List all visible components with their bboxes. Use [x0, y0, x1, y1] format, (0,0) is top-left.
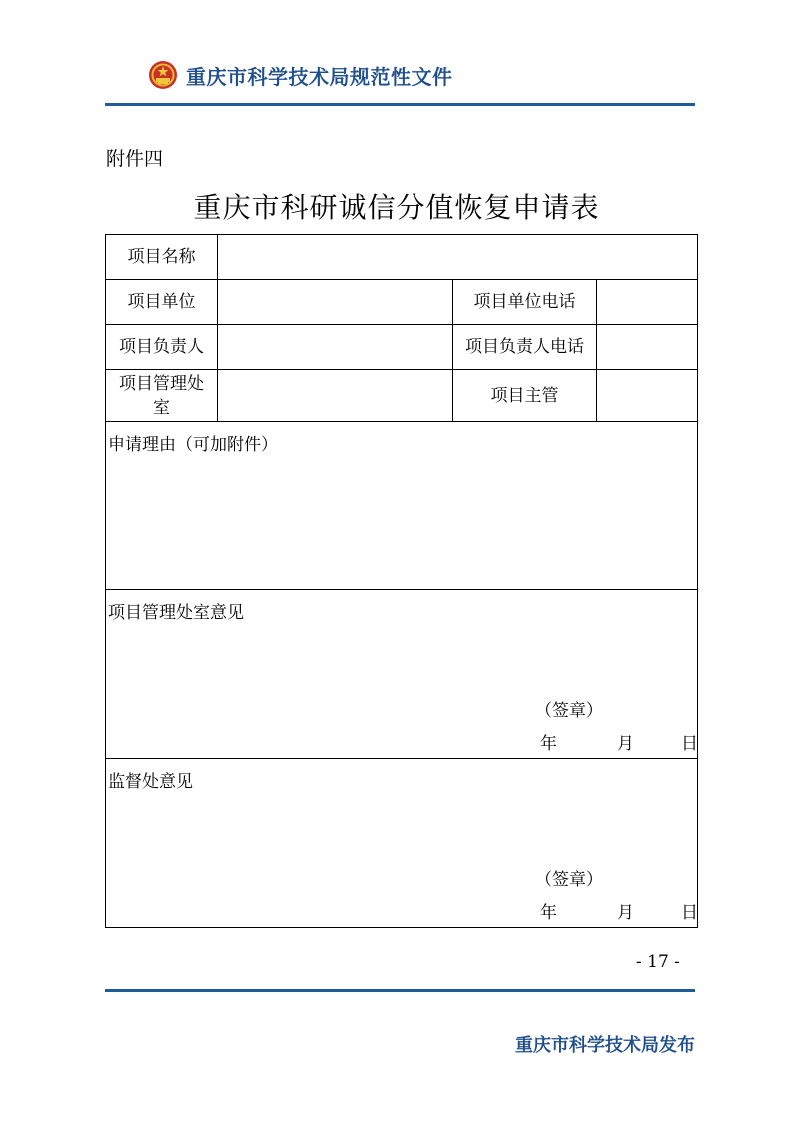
project-unit-label: 项目单位 [106, 280, 218, 325]
form-row [106, 370, 698, 422]
mgmt-opinion-field[interactable] [106, 590, 698, 759]
month-label: 月 [617, 734, 634, 754]
day-label: 日 [681, 734, 698, 754]
mgmt-office-label [106, 370, 218, 422]
attachment-label: 附件四 [106, 148, 164, 170]
year-label: 年 [540, 903, 557, 923]
form-row [106, 422, 698, 590]
date-line [540, 898, 698, 923]
project-unit-phone-field[interactable] [597, 280, 698, 325]
seal-label: （签章） [535, 870, 603, 890]
form-row [106, 759, 698, 928]
document-header [148, 58, 453, 92]
project-leader-phone-label: 项目负责人电话 [453, 325, 597, 370]
application-form-table [105, 234, 698, 928]
header-divider [105, 103, 695, 106]
publisher-label: 重庆市科学技术局发布 [515, 1035, 695, 1056]
form-row [106, 280, 698, 325]
reason-label: 申请理由（可加附件） [108, 435, 278, 455]
form-row [106, 235, 698, 280]
reason-field[interactable] [106, 422, 698, 590]
national-emblem-icon [148, 60, 178, 90]
year-label: 年 [540, 734, 557, 754]
project-leader-phone-field[interactable] [597, 325, 698, 370]
page-number: - 17 - [636, 952, 680, 972]
supervision-opinion-label: 监督处意见 [108, 772, 193, 792]
day-label: 日 [681, 903, 698, 923]
mgmt-office-label-line2: 室 [153, 397, 170, 418]
supervision-opinion-field[interactable] [106, 759, 698, 928]
seal-label: （签章） [535, 701, 603, 721]
project-name-label: 项目名称 [106, 235, 218, 280]
project-unit-field[interactable] [218, 280, 453, 325]
project-supervisor-label: 项目主管 [453, 370, 597, 422]
month-label: 月 [617, 903, 634, 923]
project-leader-label: 项目负责人 [106, 325, 218, 370]
project-name-field[interactable] [218, 235, 698, 280]
project-unit-phone-label: 项目单位电话 [453, 280, 597, 325]
form-row [106, 325, 698, 370]
form-row [106, 590, 698, 759]
project-supervisor-field[interactable] [597, 370, 698, 422]
mgmt-office-field[interactable] [218, 370, 453, 422]
footer-divider [105, 989, 695, 992]
mgmt-opinion-label: 项目管理处室意见 [108, 603, 244, 623]
date-line [540, 729, 698, 754]
project-leader-field[interactable] [218, 325, 453, 370]
document-title: 重庆市科研诚信分值恢复申请表 [193, 191, 600, 224]
mgmt-office-label-line1: 项目管理处 [119, 373, 204, 394]
header-title: 重庆市科学技术局规范性文件 [186, 64, 453, 89]
